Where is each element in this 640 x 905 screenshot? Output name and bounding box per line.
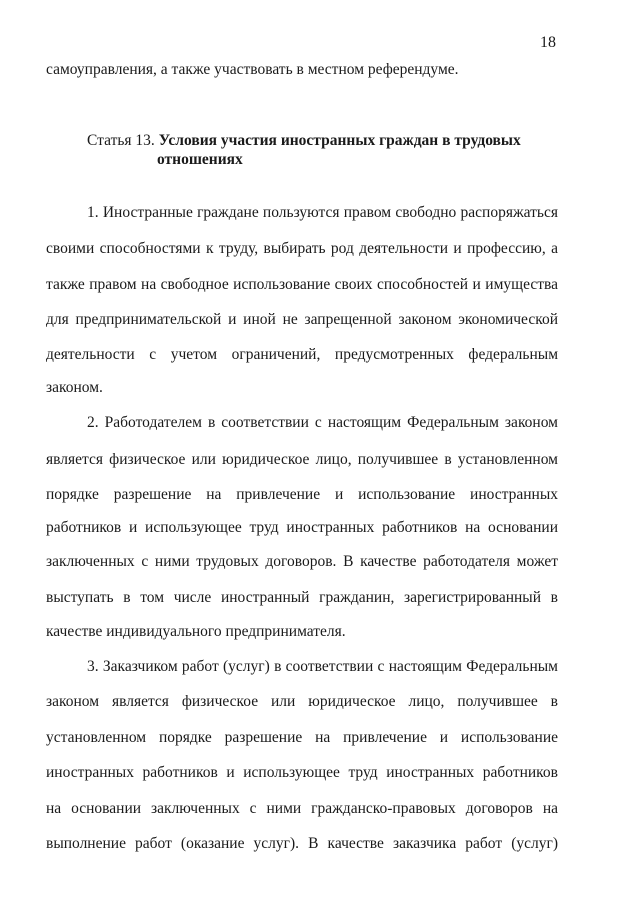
text-line: деятельности с учетом ограничений, предусмотренных федеральным — [46, 346, 558, 363]
text-line: 1. Иностранные граждане пользуются правом свободно распоряжаться — [87, 204, 558, 221]
article-title-continued: отношениях — [157, 151, 243, 168]
article-number: Статья 13. — [87, 132, 155, 149]
text-line: выполнение работ (оказание услуг). В качестве заказчика работ (услуг) — [46, 835, 558, 852]
text-line: порядке разрешение на привлечение и использование иностранных — [46, 486, 558, 503]
text-line: самоуправления, а также участвовать в местном референдуме. — [46, 61, 459, 78]
text-line: иностранных работников и использующее труд иностранных работников — [46, 764, 558, 781]
text-line: установленном порядке разрешение на привлечение и использование — [46, 729, 558, 746]
text-line: заключенных с ними трудовых договоров. В качестве работодателя может — [46, 553, 558, 570]
text-line: законом является физическое или юридическое лицо, получившее в — [46, 693, 558, 710]
text-line: работников и использующее труд иностранных работников на основании — [46, 519, 558, 536]
text-line: для предпринимательской и иной не запрещенной законом экономической — [46, 311, 558, 328]
page-number: 18 — [540, 34, 556, 51]
text-line: своими способностями к труду, выбирать род деятельности и профессию, а — [46, 240, 558, 257]
text-line: 2. Работодателем в соответствии с настоящим Федеральным законом — [87, 414, 558, 431]
text-line: также правом на свободное использование своих способностей и имущества — [46, 276, 558, 293]
text-line: 3. Заказчиком работ (услуг) в соответствии с настоящим Федеральным — [87, 658, 558, 675]
text-line: является физическое или юридическое лицо, получившее в установленном — [46, 451, 558, 468]
text-line: на основании заключенных с ними гражданско-правовых договоров на — [46, 800, 558, 817]
article-title: Условия участия иностранных граждан в трудовых — [158, 132, 521, 149]
article-heading-line-1 — [87, 131, 521, 151]
text-line: выступать в том числе иностранный гражданин, зарегистрированный в — [46, 589, 558, 606]
text-line: качестве индивидуального предпринимателя. — [46, 623, 346, 640]
article-heading-line-2 — [157, 150, 243, 170]
text-line: законом. — [46, 379, 103, 396]
